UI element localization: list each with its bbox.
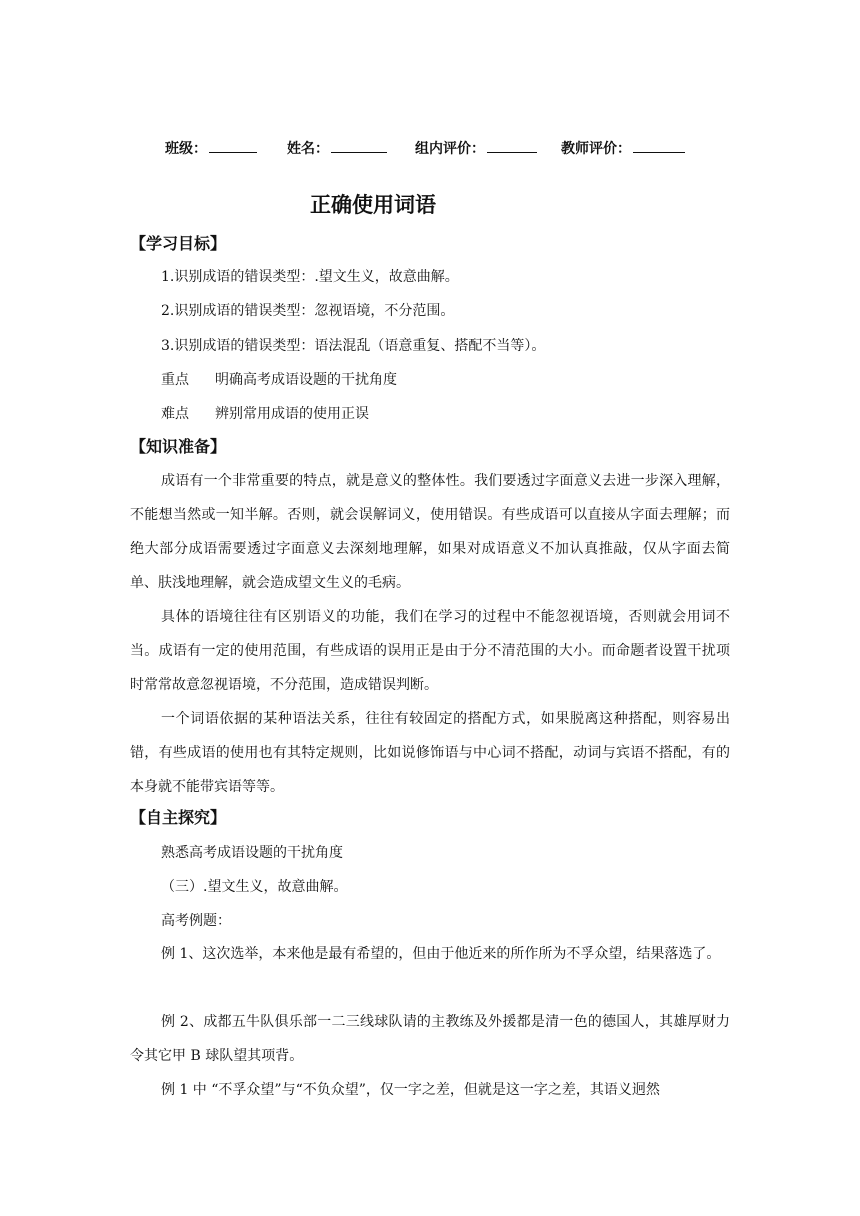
class-field xyxy=(165,136,257,159)
group-eval-blank xyxy=(487,136,537,153)
teacher-eval-label: 教师评价： xyxy=(561,141,631,157)
example-paragraph: 例 2、成都五牛队俱乐部一二三线球队请的主教练及外援都是清一色的德国人，其雄厚财力令其它甲 B 球队望其项背。 xyxy=(130,1014,730,1064)
difficulty-point xyxy=(161,404,369,424)
explore-subheading: （三）.望文生义，故意曲解。 xyxy=(161,879,348,895)
knowledge-paragraph: 成语有一个非常重要的特点，就是意义的整体性。我们要透过字面意义去进一步深入理解，不能想当然或一知半解。否则，就会误解词义，使用错误。有些成语可以直接从字面去理解；而绝大部分成语需要透过字面意义去深刻地理解，如果对成语意义不加认真推敲，仅从字面去简单、肤浅地理解，就会造成望文生义的毛病。 xyxy=(130,473,730,591)
exam-examples-label: 高考例题： xyxy=(161,913,231,929)
difficulty-text: 辨别常用成语的使用正误 xyxy=(215,406,369,422)
class-blank xyxy=(209,136,257,153)
goals-heading: 【学习目标】 xyxy=(130,234,227,253)
goal-item: 1.识别成语的错误类型：.望文生义，故意曲解。 xyxy=(161,269,459,285)
teacher-eval-blank xyxy=(633,136,685,153)
class-label: 班级： xyxy=(165,141,207,157)
example-paragraph: 例 1、这次选举，本来他是最有希望的，但由于他近来的所作所为不孚众望，结果落选了。 xyxy=(161,946,721,962)
explore-heading: 【自主探究】 xyxy=(130,808,227,827)
example-paragraph: 例 1 中 “不孚众望”与“不负众望”，仅一字之差，但就是这一字之差，其语义迥然 xyxy=(161,1082,660,1098)
key-point xyxy=(161,370,397,390)
page-title: 正确使用词语 xyxy=(310,193,436,217)
knowledge-paragraph: 一个词语依据的某种语法关系，往往有较固定的搭配方式，如果脱离这种搭配，则容易出错，有些成语的使用也有其特定规则，比如说修饰语与中心词不搭配，动词与宾语不搭配，有的本身就不能带宾语等等。 xyxy=(130,711,730,795)
name-field xyxy=(287,136,387,159)
group-eval-field xyxy=(415,136,537,159)
teacher-eval-field xyxy=(561,136,685,159)
key-point-label: 重点 xyxy=(161,372,189,388)
goal-item: 3.识别成语的错误类型：语法混乱（语意重复、搭配不当等）。 xyxy=(161,338,546,354)
name-blank xyxy=(331,136,387,153)
knowledge-paragraph: 具体的语境往往有区别语义的功能，我们在学习的过程中不能忽视语境，否则就会用词不当。成语有一定的使用范围，有些成语的误用正是由于分不清范围的大小。而命题者设置干扰项时常常故意忽视语境，不分范围，造成错误判断。 xyxy=(130,609,730,693)
goal-item: 2.识别成语的错误类型：忽视语境，不分范围。 xyxy=(161,303,455,319)
explore-line: 熟悉高考成语设题的干扰角度 xyxy=(161,845,343,861)
name-label: 姓名： xyxy=(287,141,329,157)
difficulty-label: 难点 xyxy=(161,406,189,422)
key-point-text: 明确高考成语设题的干扰角度 xyxy=(215,372,397,388)
group-eval-label: 组内评价： xyxy=(415,141,485,157)
knowledge-heading: 【知识准备】 xyxy=(130,437,227,456)
